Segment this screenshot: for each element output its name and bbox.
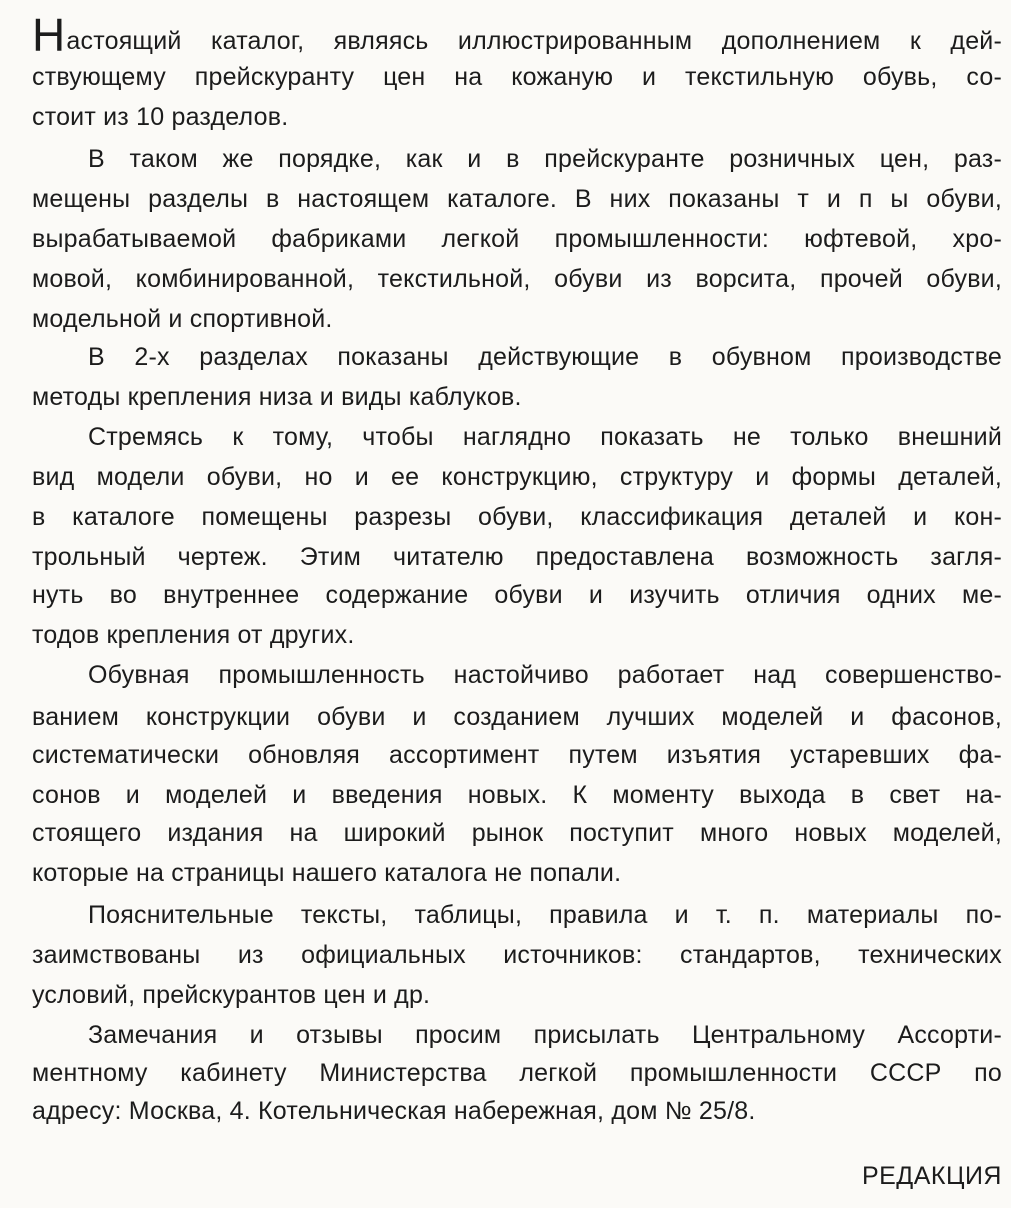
text-line: Стремясь к тому, чтобы наглядно показать не только внешний bbox=[88, 423, 1002, 451]
text-line: модельной и спортивной. bbox=[32, 305, 333, 333]
text-line: стоит из 10 разделов. bbox=[32, 103, 289, 131]
text-line: Пояснительные тексты, таблицы, правила и т. п. материалы по- bbox=[88, 901, 1002, 929]
text-line: Замечания и отзывы просим присылать Центральному Ассорти- bbox=[88, 1021, 1002, 1049]
text-line: систематически обновляя ассортимент путем изъятия устаревших фа- bbox=[32, 741, 1002, 769]
text-line: условий, прейскурантов цен и др. bbox=[32, 981, 431, 1009]
text-line: заимствованы из официальных источников: стандартов, технических bbox=[32, 941, 1002, 969]
text-line bbox=[32, 9, 1002, 61]
text-line: В таком же порядке, как и в прейскуранте розничных цен, раз- bbox=[88, 145, 1002, 173]
signature: РЕДАКЦИЯ bbox=[861, 1162, 1002, 1190]
text-line: которые на страницы нашего каталога не попали. bbox=[32, 859, 622, 887]
text-line: Обувная промышленность настойчиво работает над совершенство- bbox=[88, 661, 1002, 689]
text-line: ванием конструкции обуви и созданием лучших моделей и фасонов, bbox=[32, 703, 1002, 731]
text-line: сонов и моделей и введения новых. К моменту выхода в свет на- bbox=[32, 781, 1002, 809]
text-line: трольный чертеж. Этим читателю предоставлена возможность загля- bbox=[32, 543, 1002, 571]
text-line: нуть во внутреннее содержание обуви и изучить отличия одних ме- bbox=[32, 581, 1002, 609]
text-line: мещены разделы в настоящем каталоге. В них показаны т и п ы обуви, bbox=[32, 185, 1002, 213]
text-line: стоящего издания на широкий рынок поступит много новых моделей, bbox=[32, 819, 1002, 847]
text-line: тодов крепления от других. bbox=[32, 621, 355, 649]
text-line: вырабатываемой фабриками легкой промышленности: юфтевой, хро- bbox=[32, 225, 1002, 253]
text-line: в каталоге помещены разрезы обуви, классификация деталей и кон- bbox=[32, 503, 1002, 531]
text-line: адресу: Москва, 4. Котельническая набережная, дом № 25/8. bbox=[32, 1097, 756, 1125]
text-line: В 2-х разделах показаны действующие в обувном производстве bbox=[88, 343, 1002, 371]
text-line: ментному кабинету Министерства легкой промышленности СССР по bbox=[32, 1059, 1002, 1087]
text-line-content: астоящий каталог, являясь иллюстрированным дополнением к дей- bbox=[66, 27, 1002, 55]
text-line: ствующему прейскуранту цен на кожаную и текстильную обувь, со- bbox=[32, 63, 1002, 91]
text-line: вид модели обуви, но и ее конструкцию, структуру и формы деталей, bbox=[32, 463, 1002, 491]
drop-cap: Н bbox=[32, 9, 66, 61]
text-line: мовой, комбинированной, текстильной, обуви из ворсита, прочей обуви, bbox=[32, 265, 1002, 293]
text-line: методы крепления низа и виды каблуков. bbox=[32, 383, 522, 411]
